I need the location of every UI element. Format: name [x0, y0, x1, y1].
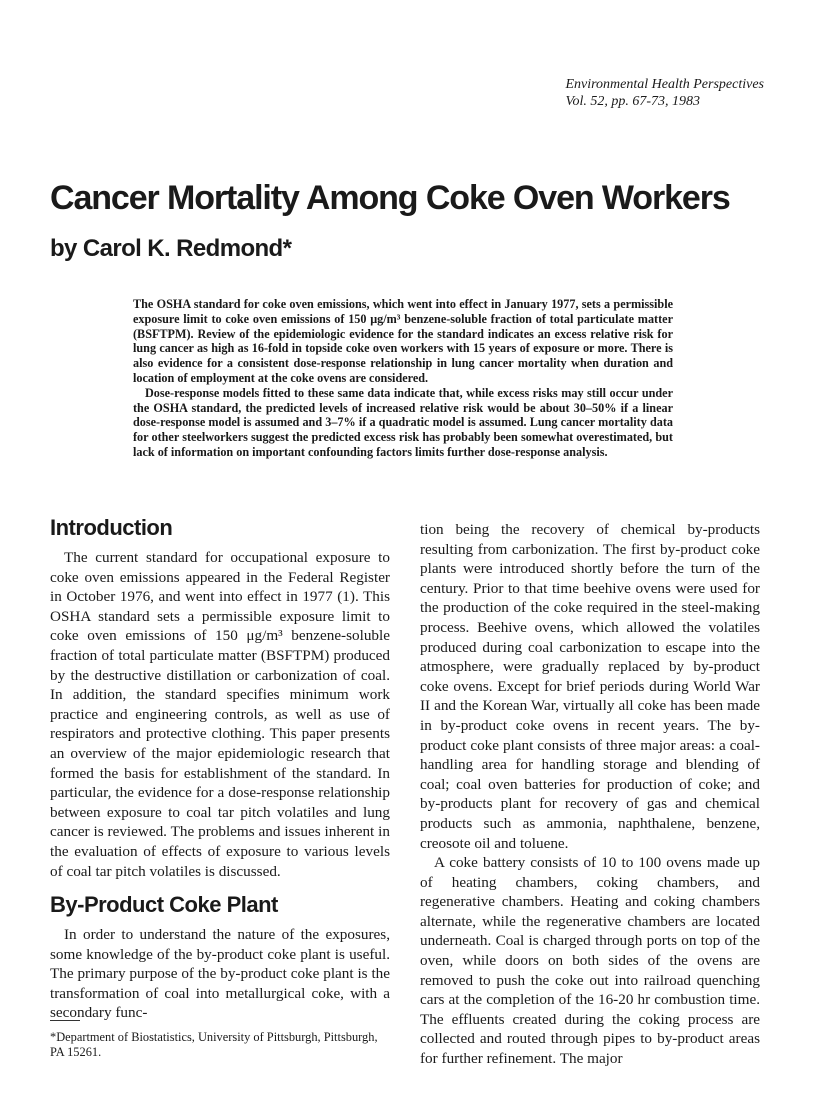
author-affiliation-footnote: *Department of Biostatistics, University of Pittsburgh, Pittsburgh, PA 15261. [50, 1030, 378, 1059]
abstract [133, 297, 673, 460]
byproduct-continued-paragraph: tion being the recovery of chemical by-products resulting from carbonization. The first by-product coke plants were introduced shortly before the turn of the century. Prior to that time beehive ovens were used for the production of the coke required in the steel-making process. Beehive ovens, which allowed the volatiles produced during coal carbonization to escape into the atmosphere, were gradually replaced by by-product coke ovens. Except for brief periods during World War II and the Korean War, virtually all coke has been made in by-product coke ovens in recent years. The by-product coke plant consists of three major areas: a coal-handling area for handling storage and blending of coal; coal oven batteries for production of coke; and by-products plant for recovery of gas and chemical products such as ammonia, naphthalene, benzene, creosote oil and toluene. [420, 521, 760, 852]
footnote-rule [50, 1020, 80, 1021]
author-byline: by Carol K. Redmond* [50, 235, 292, 262]
coke-battery-paragraph: A coke battery consists of 10 to 100 ovens made up of heating chambers, coking chambers, and regenerative chambers. Heating and coking chambers alternate, while the regenerative chambers are located underneath. Coal is charged through ports on top of the oven, while doors on both sides of the ovens are removed to push the coke out into railroad quenching cars at the completion of the 16-20 hr combustion time. The effluents created during the coking process are collected and routed through pipes to by-product areas for further refinement. The major [420, 854, 760, 1068]
journal-volume: Vol. 52, pp. 67-73, 1983 [565, 94, 701, 109]
section-heading-introduction: Introduction [50, 515, 173, 540]
abstract-paragraph-2: Dose-response models fitted to these same data indicate that, while excess risks may still occur under the OSHA standard, the predicted levels of increased relative risk would be about 30–50% if a linear dose-response model is assumed and 3–7% if a quadratic model is assumed. Lung cancer mortality data for other steelworkers suggest the predicted excess risk has probably been somewhat overestimated, but lack of information on important confounding factors limits further dose-response analysis. [133, 385, 673, 459]
section-heading-byproduct-coke-plant: By-Product Coke Plant [50, 892, 278, 918]
byproduct-paragraph: In order to understand the nature of the exposures, some knowledge of the by-product coke plant is useful. The primary purpose of the by-product coke plant is the transformation of coal into metallurgical coke, with a secondary func- [50, 926, 390, 1022]
introduction-paragraph: The current standard for occupational exposure to coke oven emissions appeared in the Federal Register in October 1976, and went into effect in 1977 (1). This OSHA standard sets a permissible exposure limit to coke oven emissions of 150 μg/m³ benzene-soluble fraction of total particulate matter (BSFTPM) produced by the destructive distillation or carbonization of coal. In addition, the standard specifies minimum work practice and engineering controls, as well as use of respirators and protective clothing. This paper presents an overview of the major epidemiologic research that formed the basis for establishment of the standard. In particular, the evidence for a dose-response relationship between exposure to coal tar pitch volatiles and lung cancer is reviewed. The problems and issues inherent in the evaluation of effects of exposure to various levels of coal tar pitch volatiles is discussed. [50, 549, 390, 880]
article-title: Cancer Mortality Among Coke Oven Workers [50, 179, 730, 217]
right-column [420, 520, 760, 1069]
journal-citation [565, 76, 764, 110]
journal-name: Environmental Health Perspectives [565, 77, 764, 92]
left-column [50, 514, 390, 1023]
abstract-paragraph-1: The OSHA standard for coke oven emissions, which went into effect in January 1977, sets a permissible exposure limit to coke oven emissions of 150 μg/m³ benzene-soluble fraction of total particulate matter (BSFTPM). Review of the epidemiologic evidence for the standard indicates an excess relative risk for lung cancer as high as 16-fold in topside coke oven workers with 15 years of exposure or more. There is also evidence for a consistent dose-response relationship in lung cancer mortality when duration and location of employment at the coke ovens are considered. [133, 297, 673, 385]
